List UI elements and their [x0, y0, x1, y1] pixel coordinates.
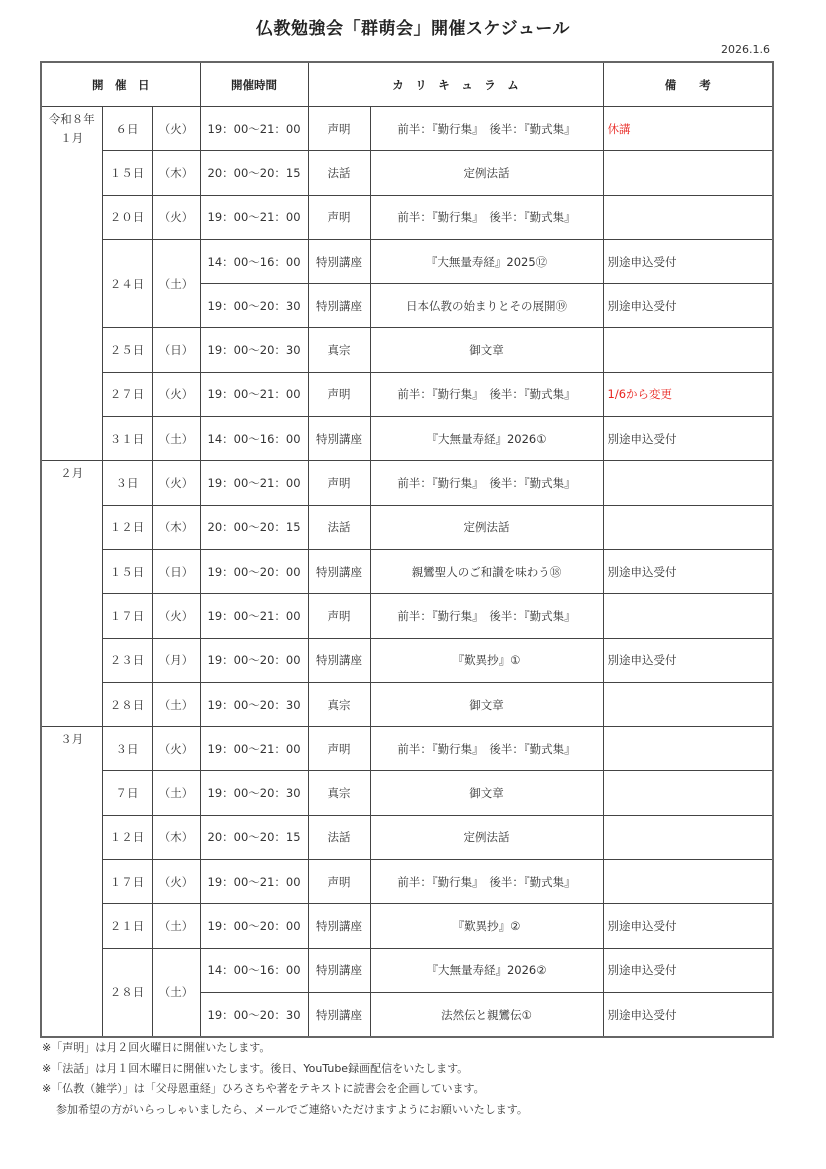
table-row: [41, 151, 773, 195]
table-row: [41, 549, 773, 593]
remarks-cell: 別途申込受付: [603, 638, 773, 682]
table-row: [41, 594, 773, 638]
remarks-cell: 別途申込受付: [603, 417, 773, 461]
curriculum-cell: 前半：『勤行集』 後半：『勤式集』: [370, 461, 603, 505]
time-cell: 19：00～20：30: [200, 771, 308, 815]
category-cell: 声明: [308, 107, 370, 151]
curriculum-cell: 前半：『勤行集』 後半：『勤式集』: [370, 107, 603, 151]
table-row: [41, 815, 773, 859]
remarks-cell: [603, 195, 773, 239]
day-cell: ２４日: [102, 239, 152, 328]
curriculum-cell: 親鸞聖人のご和讃を味わう⑱: [370, 549, 603, 593]
month-label: ２月: [60, 466, 84, 481]
category-cell: 特別講座: [308, 239, 370, 283]
time-cell: 19：00～20：30: [200, 992, 308, 1037]
month-cell: [41, 727, 102, 1038]
time-cell: 19：00～20：00: [200, 638, 308, 682]
weekday-cell: （月）: [152, 638, 200, 682]
day-cell: １２日: [102, 505, 152, 549]
time-cell: 19：00～21：00: [200, 860, 308, 904]
weekday-cell: （日）: [152, 328, 200, 372]
day-cell: ２８日: [102, 948, 152, 1037]
category-cell: 声明: [308, 372, 370, 416]
table-row: [41, 948, 773, 992]
column-header-date: 開 催 日: [41, 62, 200, 107]
category-cell: 特別講座: [308, 417, 370, 461]
curriculum-cell: 定例法話: [370, 505, 603, 549]
category-cell: 声明: [308, 195, 370, 239]
category-cell: 特別講座: [308, 948, 370, 992]
footnote: ※「法話」は月１回木曜日に開催いたします。後日、YouTube録画配信をいたします。: [42, 1061, 469, 1075]
time-cell: 19：00～20：30: [200, 284, 308, 328]
category-cell: 真宗: [308, 328, 370, 372]
category-cell: 声明: [308, 860, 370, 904]
remarks-cell: 別途申込受付: [603, 284, 773, 328]
time-cell: 19：00～21：00: [200, 107, 308, 151]
remarks-cell: 1/6から変更: [603, 372, 773, 416]
category-cell: 特別講座: [308, 549, 370, 593]
column-header-time: 開催時間: [200, 62, 308, 107]
table-row: [41, 638, 773, 682]
day-cell: ２１日: [102, 904, 152, 948]
schedule-table: [40, 61, 774, 1038]
table-row: [41, 417, 773, 461]
table-row: [41, 107, 773, 151]
remarks-cell: [603, 505, 773, 549]
table-row: [41, 461, 773, 505]
table-row: [41, 372, 773, 416]
weekday-cell: （土）: [152, 771, 200, 815]
remarks-cell: [603, 461, 773, 505]
time-cell: 19：00～21：00: [200, 594, 308, 638]
curriculum-cell: 『大無量寿経』2025⑫: [370, 239, 603, 283]
weekday-cell: （木）: [152, 151, 200, 195]
footnotes: [42, 1038, 528, 1120]
day-cell: １２日: [102, 815, 152, 859]
category-cell: 声明: [308, 594, 370, 638]
table-row: [41, 682, 773, 726]
footnote: ※「仏教（雑学）」は「父母恩重経」ひろさちや著をテキストに読書会を企画しています。: [42, 1082, 485, 1095]
category-cell: 特別講座: [308, 638, 370, 682]
month-label: １月: [60, 131, 84, 145]
remarks-cell: [603, 815, 773, 859]
remarks-cell: [603, 328, 773, 372]
time-cell: 20：00～20：15: [200, 151, 308, 195]
document-date: 2026.1.6: [721, 43, 770, 56]
time-cell: 20：00～20：15: [200, 815, 308, 859]
day-cell: ３日: [102, 727, 152, 771]
curriculum-cell: 前半：『勤行集』 後半：『勤式集』: [370, 860, 603, 904]
curriculum-cell: 御文章: [370, 682, 603, 726]
curriculum-cell: 日本仏教の始まりとその展開⑲: [370, 284, 603, 328]
table-row: [41, 860, 773, 904]
footnote: ※「声明」は月２回火曜日に開催いたします。: [42, 1041, 271, 1054]
curriculum-cell: 前半：『勤行集』 後半：『勤式集』: [370, 594, 603, 638]
table-row: [41, 904, 773, 948]
time-cell: 19：00～20：00: [200, 904, 308, 948]
day-cell: １７日: [102, 594, 152, 638]
curriculum-cell: 法然伝と親鸞伝①: [370, 992, 603, 1037]
day-cell: １５日: [102, 151, 152, 195]
weekday-cell: （火）: [152, 107, 200, 151]
table-row: [41, 771, 773, 815]
time-cell: 19：00～21：00: [200, 195, 308, 239]
curriculum-cell: 前半：『勤行集』 後半：『勤式集』: [370, 372, 603, 416]
table-header-row: [41, 62, 773, 107]
remarks-cell: 休講: [603, 107, 773, 151]
weekday-cell: （土）: [152, 904, 200, 948]
day-cell: １７日: [102, 860, 152, 904]
time-cell: 19：00～21：00: [200, 727, 308, 771]
day-cell: ６日: [102, 107, 152, 151]
day-cell: ２０日: [102, 195, 152, 239]
time-cell: 14：00～16：00: [200, 948, 308, 992]
day-cell: ２８日: [102, 682, 152, 726]
weekday-cell: （火）: [152, 461, 200, 505]
curriculum-cell: 前半：『勤行集』 後半：『勤式集』: [370, 727, 603, 771]
weekday-cell: （日）: [152, 549, 200, 593]
remarks-cell: [603, 682, 773, 726]
category-cell: 法話: [308, 505, 370, 549]
remarks-cell: [603, 151, 773, 195]
curriculum-cell: 前半：『勤行集』 後半：『勤式集』: [370, 195, 603, 239]
weekday-cell: （土）: [152, 417, 200, 461]
weekday-cell: （土）: [152, 239, 200, 328]
curriculum-cell: 『大無量寿経』2026②: [370, 948, 603, 992]
day-cell: ３日: [102, 461, 152, 505]
curriculum-cell: 定例法話: [370, 151, 603, 195]
remarks-cell: [603, 860, 773, 904]
weekday-cell: （火）: [152, 727, 200, 771]
month-cell: [41, 107, 102, 461]
column-header-remarks: 備 考: [603, 62, 773, 107]
curriculum-cell: 定例法話: [370, 815, 603, 859]
remarks-cell: [603, 727, 773, 771]
category-cell: 声明: [308, 461, 370, 505]
curriculum-cell: 『歎異抄』②: [370, 904, 603, 948]
curriculum-cell: 御文章: [370, 328, 603, 372]
remarks-cell: 別途申込受付: [603, 904, 773, 948]
time-cell: 19：00～20：30: [200, 328, 308, 372]
category-cell: 真宗: [308, 682, 370, 726]
time-cell: 19：00～20：00: [200, 549, 308, 593]
time-cell: 19：00～21：00: [200, 372, 308, 416]
day-cell: ２７日: [102, 372, 152, 416]
time-cell: 19：00～21：00: [200, 461, 308, 505]
time-cell: 14：00～16：00: [200, 417, 308, 461]
day-cell: ２５日: [102, 328, 152, 372]
category-cell: 法話: [308, 815, 370, 859]
weekday-cell: （火）: [152, 195, 200, 239]
weekday-cell: （木）: [152, 815, 200, 859]
weekday-cell: （火）: [152, 860, 200, 904]
curriculum-cell: 『大無量寿経』2026①: [370, 417, 603, 461]
weekday-cell: （木）: [152, 505, 200, 549]
month-label: 令和８年: [48, 112, 95, 126]
footnote: 参加希望の方がいらっしゃいましたら、メールでご連絡いただけますようにお願いいたします。: [56, 1102, 528, 1116]
time-cell: 19：00～20：30: [200, 682, 308, 726]
day-cell: ２３日: [102, 638, 152, 682]
curriculum-cell: 御文章: [370, 771, 603, 815]
day-cell: ３１日: [102, 417, 152, 461]
weekday-cell: （土）: [152, 682, 200, 726]
day-cell: １５日: [102, 549, 152, 593]
weekday-cell: （火）: [152, 594, 200, 638]
weekday-cell: （火）: [152, 372, 200, 416]
remarks-cell: [603, 594, 773, 638]
remarks-cell: [603, 771, 773, 815]
remarks-cell: 別途申込受付: [603, 549, 773, 593]
month-label: ３月: [60, 732, 84, 747]
category-cell: 真宗: [308, 771, 370, 815]
table-row: [41, 727, 773, 771]
curriculum-cell: 『歎異抄』①: [370, 638, 603, 682]
table-row: [41, 328, 773, 372]
time-cell: 14：00～16：00: [200, 239, 308, 283]
remarks-cell: 別途申込受付: [603, 948, 773, 992]
column-header-curriculum: カ リ キ ュ ラ ム: [308, 62, 603, 107]
weekday-cell: （土）: [152, 948, 200, 1037]
category-cell: 特別講座: [308, 284, 370, 328]
page-title: 仏教勉強会「群萌会」開催スケジュール: [256, 19, 570, 39]
time-cell: 20：00～20：15: [200, 505, 308, 549]
remarks-cell: 別途申込受付: [603, 239, 773, 283]
month-cell: [41, 461, 102, 727]
category-cell: 特別講座: [308, 992, 370, 1037]
category-cell: 法話: [308, 151, 370, 195]
table-row: [41, 505, 773, 549]
day-cell: ７日: [102, 771, 152, 815]
schedule-body: [41, 107, 773, 1038]
category-cell: 声明: [308, 727, 370, 771]
remarks-cell: 別途申込受付: [603, 992, 773, 1037]
category-cell: 特別講座: [308, 904, 370, 948]
table-row: [41, 195, 773, 239]
table-row: [41, 239, 773, 283]
